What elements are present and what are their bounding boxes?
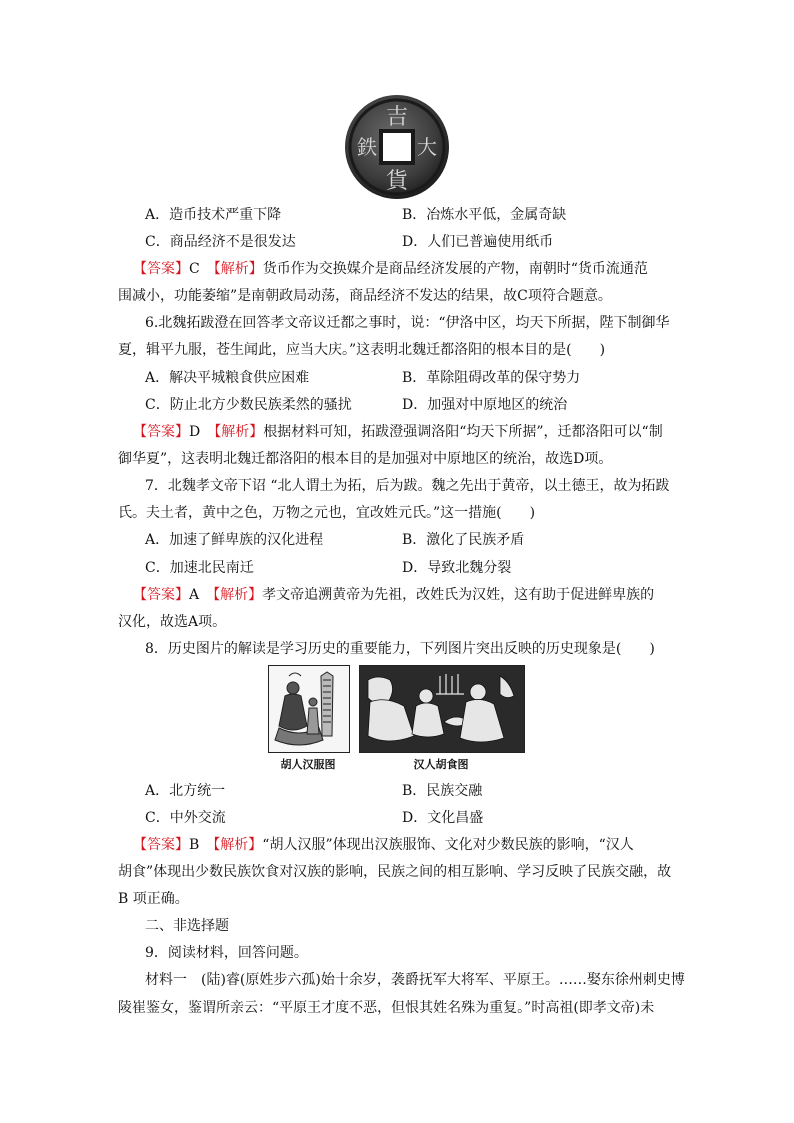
q5-option-a: A．造币技术严重下降 bbox=[145, 207, 282, 223]
q7-option-d: D．导致北魏分裂 bbox=[402, 560, 512, 576]
analysis-tag: 【解析】 bbox=[213, 837, 263, 853]
material1-line-1: 材料一 (陆)睿(原姓步六孤)始十余岁，袭爵抚军大将军、平原王。……娶东徐州刺史博 bbox=[145, 972, 685, 988]
q8-analysis-1: “胡人汉服”体现出汉族服饰、文化对少数民族的影响，“汉人 bbox=[262, 837, 634, 853]
coin-char-top: 吉 bbox=[385, 105, 409, 130]
coin-char-left: 鉄 bbox=[357, 135, 377, 159]
q7-stem-1: 7．北魏孝文帝下诏 “北人谓土为拓，后为跋。魏之先出于黄帝，以土德王，故为拓跋 bbox=[145, 478, 670, 494]
q6-option-c: C．防止北方少数民族柔然的骚扰 bbox=[145, 397, 352, 413]
q5-analysis-1: 货币作为交换媒介是商品经济发展的产物，南朝时“货币流通范 bbox=[262, 261, 648, 277]
q5-answer-line bbox=[133, 259, 648, 279]
coin-char-bottom: 貨 bbox=[385, 169, 409, 194]
ancient-coin-image bbox=[343, 93, 451, 201]
coin-char-right: 大 bbox=[417, 135, 437, 159]
q8-stem: 8．历史图片的解读是学习历史的重要能力，下列图片突出反映的历史现象是( ) bbox=[145, 641, 655, 657]
q7-option-a: A．加速了鲜卑族的汉化进程 bbox=[145, 532, 324, 548]
q9-stem: 9．阅读材料，回答问题。 bbox=[145, 945, 308, 961]
analysis-tag: 【解析】 bbox=[213, 587, 263, 603]
q6-answer: D bbox=[189, 424, 201, 440]
q8-answer-line bbox=[133, 835, 634, 855]
caption-left: 胡人汉服图 bbox=[280, 758, 336, 771]
analysis-tag: 【解析】 bbox=[214, 424, 264, 440]
q7-analysis-1: 孝文帝追溯黄帝为先祖，改姓氏为汉姓，这有助于促进鲜卑族的 bbox=[262, 587, 655, 603]
q8-answer: B bbox=[189, 837, 200, 853]
q5-option-b: B．冶炼水平低，金属奇缺 bbox=[402, 207, 567, 223]
q6-analysis-2: 御华夏”，这表明北魏迁都洛阳的根本目的是加强对中原地区的统治，故选D项。 bbox=[118, 451, 613, 467]
q7-answer: A bbox=[189, 587, 200, 603]
q7-analysis-2: 汉化，故选A项。 bbox=[118, 614, 227, 630]
q8-option-a: A．北方统一 bbox=[145, 783, 226, 799]
q5-analysis-2: 围减小，功能萎缩”是南朝政局动荡，商品经济不发达的结果，故C项符合题意。 bbox=[118, 288, 612, 304]
answer-tag: 【答案】 bbox=[133, 424, 189, 440]
q6-analysis-1: 根据材料可知，拓跋澄强调洛阳“均天下所据”，迁都洛阳可以“制 bbox=[263, 424, 663, 440]
q7-option-b: B．激化了民族矛盾 bbox=[402, 532, 525, 548]
hu-people-han-clothing-picture bbox=[268, 665, 350, 753]
q5-answer: C bbox=[189, 261, 200, 277]
answer-tag: 【答案】 bbox=[133, 837, 189, 853]
caption-right: 汉人胡食图 bbox=[413, 758, 469, 771]
q7-answer-line bbox=[133, 585, 654, 605]
q8-analysis-2: 胡食”体现出少数民族饮食对汉族的影响，民族之间的相互影响、学习反映了民族交融，故 bbox=[118, 864, 672, 880]
q6-option-d: D．加强对中原地区的统治 bbox=[402, 397, 568, 413]
section-title: 二、非选择题 bbox=[145, 918, 229, 934]
q8-analysis-3: B 项正确。 bbox=[118, 891, 189, 907]
q5-option-d: D．人们已普遍使用纸币 bbox=[402, 234, 554, 250]
material1-line-2: 陵崔鉴女，鉴谓所亲云：“平原王才度不恶，但恨其姓名殊为重复。”时高祖(即孝文帝)未 bbox=[118, 1000, 655, 1016]
q7-stem-2: 氏。夫土者，黄中之色，万物之元也，宜改姓元氏。”这一措施( ) bbox=[118, 505, 536, 521]
q6-stem-1: 6.北魏拓跋澄在回答孝文帝议迁都之事时，说：“伊洛中区，均天下所据，陛下制御华 bbox=[145, 315, 670, 331]
q8-option-b: B．民族交融 bbox=[402, 783, 483, 799]
q6-answer-line bbox=[133, 422, 663, 442]
q7-option-c: C．加速北民南迁 bbox=[145, 560, 254, 576]
q6-option-a: A．解决平城粮食供应困难 bbox=[145, 370, 310, 386]
q5-option-c: C．商品经济不是很发达 bbox=[145, 234, 296, 250]
han-people-hu-food-picture bbox=[359, 665, 525, 753]
q8-option-c: C．中外交流 bbox=[145, 810, 226, 826]
q8-option-d: D．文化昌盛 bbox=[402, 810, 484, 826]
q6-option-b: B．革除阻碍改革的保守势力 bbox=[402, 370, 581, 386]
q6-stem-2: 夏，辑平九服，苍生闻此，应当大庆。”这表明北魏迁都洛阳的根本目的是( ) bbox=[118, 342, 606, 358]
analysis-tag: 【解析】 bbox=[213, 261, 263, 277]
answer-tag: 【答案】 bbox=[133, 587, 189, 603]
answer-tag: 【答案】 bbox=[133, 261, 189, 277]
